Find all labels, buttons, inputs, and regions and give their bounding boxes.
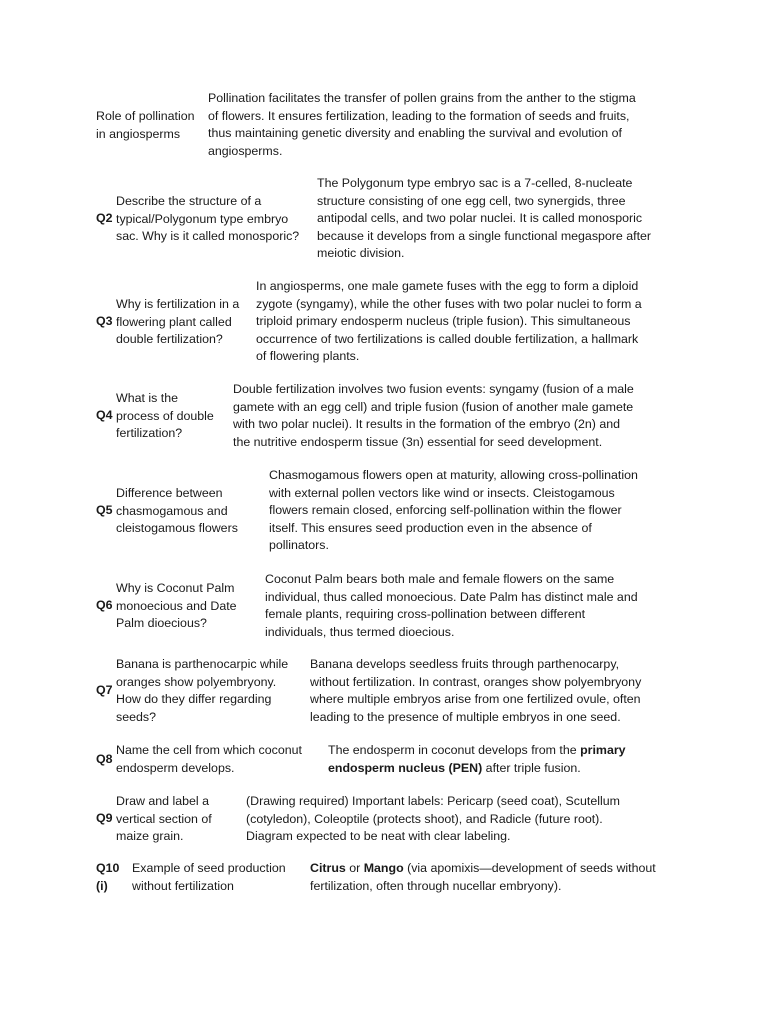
answer-segment: Banana develops seedless fruits through parthenocarpy, without fertilization. In contrast, oranges show polyembryony where multiple embryos arise from one fertilized ovule, often leading to the presence of multiple embryos in one seed. <box>310 657 642 724</box>
question-number: Q2 <box>96 211 113 225</box>
answer-segment: (via apomixis—development of seeds without fertilization, often through nucellar embryony). <box>310 861 656 893</box>
answer-text <box>317 175 677 263</box>
question-text: Describe the structure of a typical/Polygonum type embryo sac. Why is it called monosporic? <box>116 194 300 244</box>
question-text: Banana is parthenocarpic while oranges show polyembryony. How do they differ regarding seeds? <box>116 657 289 724</box>
answer-text <box>269 467 679 555</box>
question-number: Q8 <box>96 752 113 766</box>
question-number: Q3 <box>96 314 113 328</box>
question-number: Q5 <box>96 503 113 517</box>
answer-segment: Pollination facilitates the transfer of pollen grains from the anther to the stigma of flowers. It ensures fertilization, leading to the formation of seeds and fruits, thus maintaining genetic diversity and enabling the survival and evolution of angiosperms. <box>208 91 636 158</box>
question-text: Example of seed production without fertilization <box>132 861 286 893</box>
answer-segment: (Drawing required) Important labels: Pericarp (seed coat), Scutellum (cotyledon), Coleoptile (protects shoot), and Radicle (future root). Diagram expected to be neat with clear labeling. <box>246 794 620 844</box>
answer-text <box>310 656 680 726</box>
answer-text <box>310 860 710 895</box>
answer-bold-term: primary endosperm nucleus (PEN) <box>328 743 626 775</box>
answer-segment: In angiosperms, one male gamete fuses with the egg to form a diploid zygote (syngamy), while the other fuses with two polar nuclei to form a triploid primary endosperm nucleus (triple fusion). This simultaneous occurrence of two fertilizations is called double fertilization, a hallmark of flowering plants. <box>256 279 642 364</box>
answer-text <box>265 571 675 641</box>
question-number: Q4 <box>96 408 113 422</box>
answer-bold-term: Citrus <box>310 861 346 875</box>
question-text: Role of pollination in angiosperms <box>96 109 195 141</box>
answer-text <box>328 742 688 777</box>
question-number: Q10 (i) <box>96 861 120 893</box>
answer-segment: The endosperm in coconut develops from the <box>328 743 581 757</box>
question-text: Why is Coconut Palm monoecious and Date Palm dioecious? <box>116 581 237 631</box>
question-text: Draw and label a vertical section of maize grain. <box>116 794 212 844</box>
answer-text <box>256 278 676 366</box>
question-number: Q6 <box>96 598 113 612</box>
question-text: What is the process of double fertilization? <box>116 391 214 441</box>
answer-segment: Chasmogamous flowers open at maturity, allowing cross-pollination with external pollen vectors like wind or insects. Cleistogamous flowers remain closed, enforcing self-pollination within the flower itself. This ensures seed production even in the absence of pollinators. <box>269 468 638 553</box>
answer-segment: The Polygonum type embryo sac is a 7-celled, 8-nucleate structure consisting of one egg cell, two synergids, three antipodal cells, and two polar nuclei. It is called monosporic because it develops from a single functional megaspore after meiotic division. <box>317 176 652 261</box>
question-text: Why is fertilization in a flowering plant called double fertilization? <box>116 297 240 347</box>
answer-text <box>233 381 673 451</box>
answer-bold-term: Mango <box>363 861 404 875</box>
answer-segment: after triple fusion. <box>482 760 581 775</box>
question-text: Difference between chasmogamous and cleistogamous flowers <box>116 486 238 536</box>
answer-text <box>208 90 678 160</box>
answer-segment: Coconut Palm bears both male and female flowers on the same individual, thus called monoecious. Date Palm has distinct male and female plants, requiring cross-pollination between different individuals, thus termed dioecious. <box>265 572 638 639</box>
question-text: Name the cell from which coconut endosperm develops. <box>116 743 302 775</box>
answer-text <box>246 793 666 846</box>
answer-segment: Double fertilization involves two fusion events: syngamy (fusion of a male gamete with an egg cell) and triple fusion (fusion of another male gamete with two polar nuclei). It results in the formation of the embryo (2n) and the nutritive endosperm tissue (3n) essential for seed development. <box>233 382 634 449</box>
question-number: Q7 <box>96 683 113 697</box>
answer-segment: or <box>345 861 364 875</box>
question-number: Q9 <box>96 811 113 825</box>
